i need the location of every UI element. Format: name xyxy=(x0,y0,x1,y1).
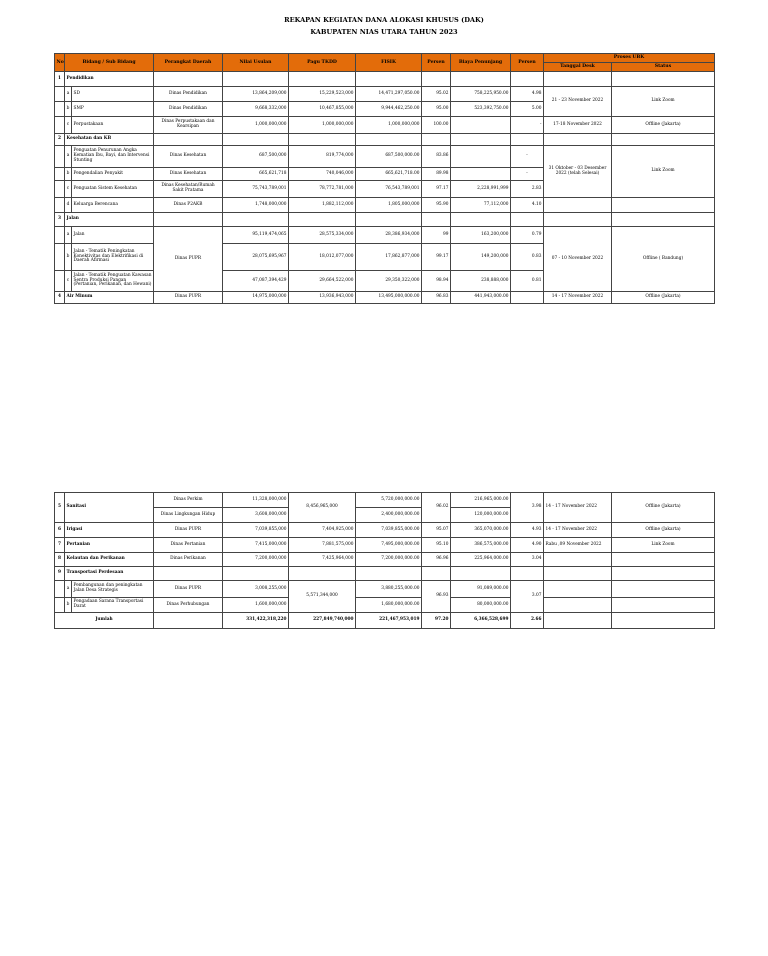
table-cell: 3,880,255,000.00 xyxy=(356,581,422,598)
section-row xyxy=(55,72,715,87)
table-cell: 2 xyxy=(55,134,65,146)
col-nilai: Nilai Usulan xyxy=(223,54,289,72)
empty-cell xyxy=(544,553,612,567)
header-row xyxy=(55,54,715,63)
table-cell: 3.07 xyxy=(511,581,544,613)
table-cell: 8 xyxy=(55,553,65,567)
empty-cell xyxy=(511,213,544,227)
table-cell: 29,664,522,000 xyxy=(289,271,356,292)
table-cell: 28,575,334,000 xyxy=(289,227,356,244)
table-cell: Dinas Perkim xyxy=(154,493,223,508)
empty-cell xyxy=(544,134,612,146)
table-cell: 4.90 xyxy=(511,538,544,553)
empty-cell xyxy=(154,134,223,146)
table-cell: Link Zoom xyxy=(612,538,715,553)
table-cell: Dinas Pendidikan xyxy=(154,102,223,117)
empty-cell xyxy=(55,87,65,102)
table-cell: 120,000,000.00 xyxy=(451,508,511,523)
table-cell: 8,456,965,000 xyxy=(289,493,356,523)
table-row xyxy=(55,87,715,102)
table-cell: 3,608,000,000 xyxy=(223,508,289,523)
table-cell: 2.66 xyxy=(511,613,544,629)
empty-cell xyxy=(223,567,289,581)
table-cell: Offline (Jakarta) xyxy=(612,292,715,304)
table-cell: Kesehatan dan KB xyxy=(65,134,154,146)
col-fisik: FISIK xyxy=(356,54,422,72)
table-cell: a xyxy=(65,87,72,102)
table-cell: - xyxy=(511,117,544,134)
empty-cell xyxy=(154,567,223,581)
table-row xyxy=(55,523,715,538)
table-cell: 95.02 xyxy=(422,87,451,102)
table-cell: c xyxy=(65,271,72,292)
table-cell: 2,400,000,000.00 xyxy=(356,508,422,523)
page-title-line2: KABUPATEN NIAS UTARA TAHUN 2023 xyxy=(310,28,458,36)
table-cell: 9 xyxy=(55,567,65,581)
table-cell: 95,119,474,065 xyxy=(223,227,289,244)
table-cell: 221,467,953,019 xyxy=(356,613,422,629)
table-row xyxy=(55,538,715,553)
table-row xyxy=(55,198,715,213)
empty-cell xyxy=(55,227,65,244)
table-cell: 14,975,000,000 xyxy=(223,292,289,304)
table-cell: Perpustakaan xyxy=(72,117,154,134)
table-cell: Offline (Jakarta) xyxy=(612,493,715,523)
table-cell: 95.10 xyxy=(422,538,451,553)
table-cell: 441,943,000.00 xyxy=(451,292,511,304)
empty-cell xyxy=(422,134,451,146)
table-cell: 1,600,000,000 xyxy=(223,598,289,613)
table-cell: 365,070,000.00 xyxy=(451,523,511,538)
table-cell: Dinas PUPR xyxy=(154,581,223,598)
empty-cell xyxy=(55,146,65,168)
table-cell: 97.17 xyxy=(422,181,451,198)
table-cell: 3,008,255,000 xyxy=(223,581,289,598)
empty-cell xyxy=(55,181,65,198)
table-cell: 687,500,000 xyxy=(223,146,289,168)
table-cell: Irigasi xyxy=(65,523,154,538)
table-cell: - xyxy=(511,168,544,181)
table-cell: 819,774,000 xyxy=(289,146,356,168)
section-row xyxy=(55,567,715,581)
table-cell: 149,200,000 xyxy=(451,244,511,271)
empty-cell xyxy=(612,553,715,567)
section-row xyxy=(55,292,715,304)
total-label: Jumlah xyxy=(55,613,154,629)
table-cell: 740,046,000 xyxy=(289,168,356,181)
table-cell: 1,680,000,000.00 xyxy=(356,598,422,613)
table-cell: 0.81 xyxy=(511,271,544,292)
empty-cell xyxy=(55,198,65,213)
table-cell: Rabu ,09 November 2022 xyxy=(544,538,612,553)
table-cell: Link Zoom xyxy=(612,87,715,117)
table-cell: 80,000,000.00 xyxy=(451,598,511,613)
table-cell xyxy=(451,146,511,168)
table-cell: Penguatan Sistem Kesehatan xyxy=(72,181,154,198)
table-cell: 4.98 xyxy=(511,87,544,102)
table-cell: Dinas Kesehatan xyxy=(154,146,223,168)
table-cell: 665,621,718.00 xyxy=(356,168,422,181)
table-cell: 6,366,528,699 xyxy=(451,613,511,629)
empty-cell xyxy=(356,134,422,146)
table-cell: 238,888,000 xyxy=(451,271,511,292)
table-cell: 1,882,112,000 xyxy=(289,198,356,213)
table-cell xyxy=(451,168,511,181)
table-cell: 96.93 xyxy=(422,581,451,613)
empty-cell xyxy=(612,581,715,598)
table-cell: 1 xyxy=(55,72,65,87)
table-row xyxy=(55,598,715,613)
table-cell: 6 xyxy=(55,523,65,538)
section-row xyxy=(55,134,715,146)
table-cell: 83.86 xyxy=(422,146,451,168)
empty-cell xyxy=(544,198,612,213)
table-cell: 225,964,000.00 xyxy=(451,553,511,567)
table-row xyxy=(55,117,715,134)
table-cell xyxy=(451,117,511,134)
table-cell: 78,772,781,000 xyxy=(289,181,356,198)
empty-cell xyxy=(356,567,422,581)
table-cell: 1,000,000,000 xyxy=(223,117,289,134)
table-cell: Jalan - Tematik Penguatan Kawasan Sentra Produksi Pangan (Pertanian, Perikanan, dan Hewani) xyxy=(72,271,154,292)
table-cell xyxy=(511,292,544,304)
table-cell: 4 xyxy=(55,292,65,304)
col-proses: Proses UBK xyxy=(544,54,715,63)
table-cell: 77,112,000 xyxy=(451,198,511,213)
table-cell: 9,668,332,000 xyxy=(223,102,289,117)
table-cell: 98.94 xyxy=(422,271,451,292)
table-cell: b xyxy=(65,102,72,117)
table-cell: Air Minum xyxy=(65,292,154,304)
empty-cell xyxy=(612,567,715,581)
table-cell: Pembangunan dan peningkatan Jalan Desa Strategis xyxy=(72,581,154,598)
empty-cell xyxy=(544,581,612,598)
empty-cell xyxy=(356,213,422,227)
table-cell: Offline (Jakarta) xyxy=(612,523,715,538)
table-cell: 96.96 xyxy=(422,553,451,567)
table-cell: Dinas Pendidikan xyxy=(154,87,223,102)
table-cell: Jalan xyxy=(72,227,154,244)
table-cell: 76,543,789,001 xyxy=(356,181,422,198)
empty-cell xyxy=(154,613,223,629)
table-cell: 28,386,934,000 xyxy=(356,227,422,244)
empty-cell xyxy=(451,567,511,581)
empty-cell xyxy=(544,72,612,87)
col-status: Status xyxy=(612,63,715,72)
col-persen2: Persen xyxy=(511,54,544,72)
table-cell: - xyxy=(511,146,544,168)
col-tanggal: Tanggal Desk xyxy=(544,63,612,72)
table-cell: 216,965,000.00 xyxy=(451,493,511,508)
table-cell: 3.04 xyxy=(511,553,544,567)
empty-cell xyxy=(289,72,356,87)
empty-cell xyxy=(544,613,612,629)
empty-cell xyxy=(612,598,715,613)
empty-cell xyxy=(422,567,451,581)
table-cell: 1,000,000,000 xyxy=(289,117,356,134)
table-cell: Dinas Kesehatan/Rumah Sakit Pratama xyxy=(154,181,223,198)
table-cell: Sanitasi xyxy=(65,493,154,523)
empty-cell xyxy=(289,134,356,146)
table-cell: 1,748,000,000 xyxy=(223,198,289,213)
table-cell: 758,225,950.00 xyxy=(451,87,511,102)
empty-cell xyxy=(422,213,451,227)
table-cell: Dinas Pertanian xyxy=(154,538,223,553)
page-title-line1: REKAPAN KEGIATAN DANA ALOKASI KHUSUS (DAK) xyxy=(284,16,484,24)
empty-cell xyxy=(55,168,65,181)
table-cell: 7,039,855,000 xyxy=(223,523,289,538)
table-cell: Link Zoom xyxy=(612,146,715,198)
table-cell: 31 Oktober - 03 Desember 2022 (telah Selesai) xyxy=(544,146,612,198)
col-no: No xyxy=(55,54,65,72)
table-cell: 7,415,000,000 xyxy=(223,538,289,553)
table-cell: 7,495,000,000.00 xyxy=(356,538,422,553)
table-cell: 5 xyxy=(55,493,65,523)
table-cell: 95.00 xyxy=(422,102,451,117)
table-row xyxy=(55,553,715,567)
table-cell: 13,495,000,000.00 xyxy=(356,292,422,304)
table-cell: 1,000,000,000 xyxy=(356,117,422,134)
table-cell: Dinas P2AKB xyxy=(154,198,223,213)
table-cell: Pendidikan xyxy=(65,72,154,87)
table-cell: 163,200,000 xyxy=(451,227,511,244)
table-cell: 7,200,000,000 xyxy=(223,553,289,567)
table-cell: 386,575,000.00 xyxy=(451,538,511,553)
table-cell: 100.00 xyxy=(422,117,451,134)
table-cell: Dinas Kesehatan xyxy=(154,168,223,181)
col-pagu: Pagu TKDD xyxy=(289,54,356,72)
empty-cell xyxy=(612,72,715,87)
section-row xyxy=(55,213,715,227)
table-cell: Dinas PUPR xyxy=(154,227,223,292)
empty-cell xyxy=(451,134,511,146)
table-cell: 17-18 November 2022 xyxy=(544,117,612,134)
table-cell: 9,944,462,250.00 xyxy=(356,102,422,117)
table-cell: b xyxy=(65,168,72,181)
table-cell: Dinas Perikanan xyxy=(154,553,223,567)
table-cell: 7,425,964,000 xyxy=(289,553,356,567)
table-cell: 5,720,000,000.00 xyxy=(356,493,422,508)
table-cell: a xyxy=(65,146,72,168)
table-cell: 89.98 xyxy=(422,168,451,181)
empty-cell xyxy=(289,567,356,581)
dak-table-part2 xyxy=(54,492,715,629)
empty-cell xyxy=(544,567,612,581)
table-cell: Pengadaan Sarana Transportasi Darat xyxy=(72,598,154,613)
table-cell: 14,471,297,050.00 xyxy=(356,87,422,102)
table-cell: 227,849,740,000 xyxy=(289,613,356,629)
table-cell: b xyxy=(65,244,72,271)
table-cell: Dinas Lingkungan Hidup xyxy=(154,508,223,523)
empty-cell xyxy=(154,72,223,87)
table-cell: 14 - 17 November 2022 xyxy=(544,493,612,523)
empty-cell xyxy=(223,134,289,146)
table-cell: 13,864,209,000 xyxy=(223,87,289,102)
table-cell: c xyxy=(65,181,72,198)
table-cell: 18,012,077,000 xyxy=(289,244,356,271)
table-cell: 95.90 xyxy=(422,198,451,213)
table-cell: 523,392,750.00 xyxy=(451,102,511,117)
table-cell: Dinas PUPR xyxy=(154,523,223,538)
table-cell: Pengendalian Penyakit xyxy=(72,168,154,181)
table-row xyxy=(55,493,715,508)
empty-cell xyxy=(511,72,544,87)
table-cell: 75,743,789,001 xyxy=(223,181,289,198)
table-cell: 21 - 23 November 2022 xyxy=(544,87,612,117)
total-row xyxy=(55,613,715,629)
table-row xyxy=(55,227,715,244)
empty-cell xyxy=(223,213,289,227)
table-cell: 10,467,855,000 xyxy=(289,102,356,117)
table-cell: 3 xyxy=(55,213,65,227)
table-cell: 99 xyxy=(422,227,451,244)
table-cell: b xyxy=(65,598,72,613)
table-cell: 11,328,000,000 xyxy=(223,493,289,508)
empty-cell xyxy=(422,72,451,87)
table-cell: 687,500,000.00 xyxy=(356,146,422,168)
dak-table-part1 xyxy=(54,53,715,304)
empty-cell xyxy=(154,213,223,227)
col-biaya: Biaya Penunjang xyxy=(451,54,511,72)
table-cell: 28,075,695,967 xyxy=(223,244,289,271)
empty-cell xyxy=(544,213,612,227)
table-cell: 2.83 xyxy=(511,181,544,198)
table-cell: 331,422,318,220 xyxy=(223,613,289,629)
table-cell: 15,229,523,000 xyxy=(289,87,356,102)
table-cell: Dinas Perpustakaan dan Kearsipan xyxy=(154,117,223,134)
table-cell: 7,039,855,000.00 xyxy=(356,523,422,538)
table-cell: 47,087,394,429 xyxy=(223,271,289,292)
table-cell: 7,200,000,000.00 xyxy=(356,553,422,567)
table-cell: Offline (Jakarta) xyxy=(612,117,715,134)
table-cell: 96.02 xyxy=(422,493,451,523)
table-cell: 96.83 xyxy=(422,292,451,304)
table-cell: Dinas PUPR xyxy=(154,292,223,304)
table-cell: 14 - 17 November 2022 xyxy=(544,292,612,304)
empty-cell xyxy=(223,72,289,87)
empty-cell xyxy=(55,598,65,613)
table-cell: a xyxy=(65,227,72,244)
empty-cell xyxy=(55,117,65,134)
table-cell: 97.20 xyxy=(422,613,451,629)
table-cell: 7 xyxy=(55,538,65,553)
table-cell: c xyxy=(65,117,72,134)
table-cell: d xyxy=(65,198,72,213)
table-cell: Keluarga Berencana xyxy=(72,198,154,213)
empty-cell xyxy=(55,271,65,292)
table-cell: 665,621,718 xyxy=(223,168,289,181)
empty-cell xyxy=(451,213,511,227)
table-cell: 13,936,943,000 xyxy=(289,292,356,304)
table-cell: 4.10 xyxy=(511,198,544,213)
table-cell: 7,404,925,000 xyxy=(289,523,356,538)
table-cell: Jalan xyxy=(65,213,154,227)
table-cell: Penguatan Penurunan Angka Kematian Ibu, Bayi, dan Intervensi Stunting xyxy=(72,146,154,168)
empty-cell xyxy=(544,598,612,613)
table-cell: Dinas Perhubungan xyxy=(154,598,223,613)
empty-cell xyxy=(612,198,715,213)
table-cell: 3.98 xyxy=(511,493,544,523)
table-row xyxy=(55,146,715,168)
table-cell: 1,805,000,000 xyxy=(356,198,422,213)
table-cell: 14 - 17 November 2022 xyxy=(544,523,612,538)
table-cell: SD xyxy=(72,87,154,102)
table-cell: 17,862,877,000 xyxy=(356,244,422,271)
table-cell: 7,881,575,000 xyxy=(289,538,356,553)
col-perangkat: Perangkat Daerah xyxy=(154,54,223,72)
table-cell: 4.93 xyxy=(511,523,544,538)
table-cell: 95.07 xyxy=(422,523,451,538)
table-cell: 2,228,991,999 xyxy=(451,181,511,198)
table-cell: Offline ( Bandung) xyxy=(612,227,715,292)
empty-cell xyxy=(356,72,422,87)
table-row xyxy=(55,581,715,598)
table-cell: 91,089,000.00 xyxy=(451,581,511,598)
empty-cell xyxy=(612,213,715,227)
table-cell: SMP xyxy=(72,102,154,117)
table-cell: Jalan - Tematik Peningkatan Konektivitas dan Elektrifikasi di Daerah Afirmasi xyxy=(72,244,154,271)
table-cell: 5.00 xyxy=(511,102,544,117)
col-persen: Persen xyxy=(422,54,451,72)
empty-cell xyxy=(289,213,356,227)
table-cell: Pertanian xyxy=(65,538,154,553)
empty-cell xyxy=(511,567,544,581)
table-cell: a xyxy=(65,581,72,598)
table-cell: Transportasi Perdesaan xyxy=(65,567,154,581)
empty-cell xyxy=(451,72,511,87)
table-cell: Kelautan dan Perikanan xyxy=(65,553,154,567)
table-cell: 0.79 xyxy=(511,227,544,244)
empty-cell xyxy=(55,244,65,271)
table-cell: 29,350,322,000 xyxy=(356,271,422,292)
empty-cell xyxy=(612,134,715,146)
table-cell: 99.17 xyxy=(422,244,451,271)
empty-cell xyxy=(55,102,65,117)
table-cell: 07 - 10 November 2022 xyxy=(544,227,612,292)
empty-cell xyxy=(612,613,715,629)
empty-cell xyxy=(511,134,544,146)
col-bidang: Bidang / Sub Bidang xyxy=(65,54,154,72)
table-cell: 5,571,344,000 xyxy=(289,581,356,613)
table-cell: 0.83 xyxy=(511,244,544,271)
empty-cell xyxy=(55,581,65,598)
